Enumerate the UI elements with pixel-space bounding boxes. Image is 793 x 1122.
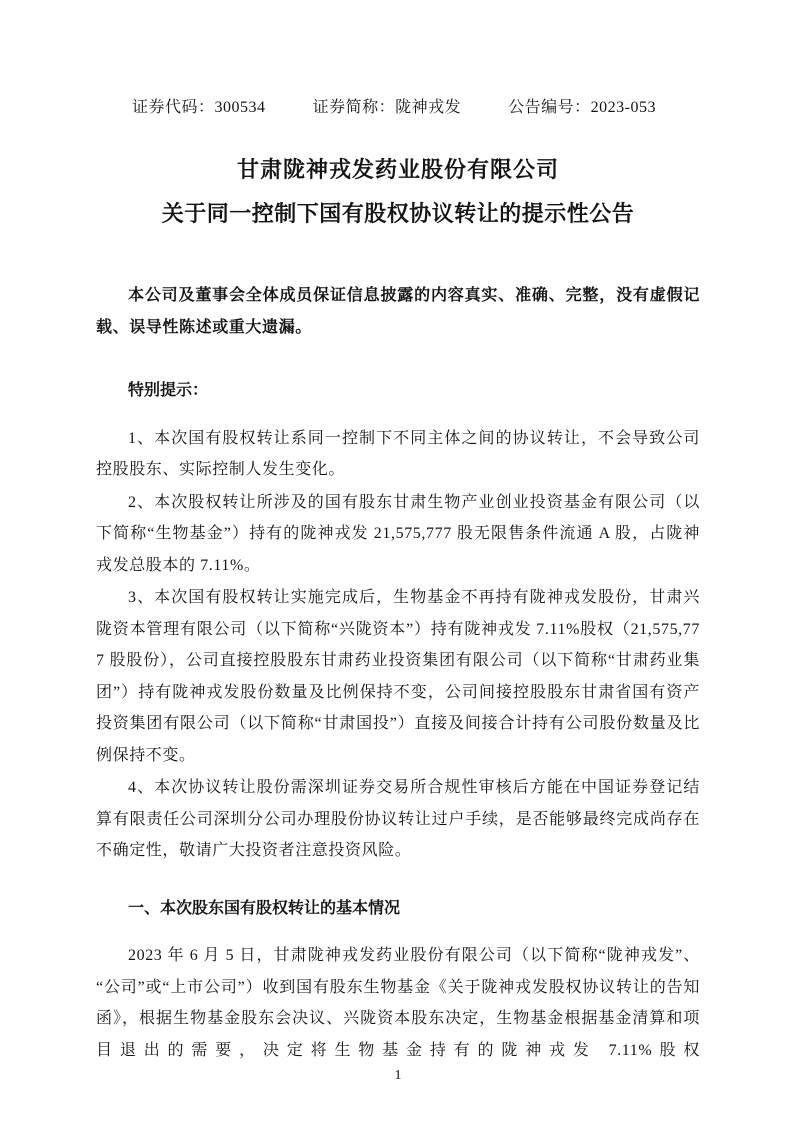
announcement-number xyxy=(508,98,656,118)
special-notice-item-3: 3、本次国有股权转让实施完成后，生物基金不再持有陇神戎发股份，甘肃兴陇资本管理有限公司（以下简称“兴陇资本”）持有陇神戎发 7.11%股权（21,575,777 股股份），公司直接控股股东甘肃药业投资集团有限公司（以下简称“甘肃药业集团”）持有陇神戎发股份数量及比例保持不变，公司间接控股股东甘肃省国有资产投资集团有限公司（以下简称“甘肃国投”）直接及间接合计持有公司股份数量及比例保持不变。 xyxy=(96,589,700,764)
special-notice-item-1: 1、本次国有股权转让系同一控制下不同主体之间的协议转让，不会导致公司控股股东、实际控制人发生变化。 xyxy=(96,429,700,478)
special-notice-item-4: 4、本次协议转让股份需深圳证券交易所合规性审核后方能在中国证券登记结算有限责任公司深圳分公司办理股份协议转让过户手续，是否能够最终完成尚存在不确定性，敬请广大投资者注意投资风险。 xyxy=(96,779,700,859)
section-1-paragraph: 2023 年 6 月 5 日，甘肃陇神戎发药业股份有限公司（以下简称“陇神戎发”、“公司”或“上市公司”）收到国有股东生物基金《关于陇神戎发股权协议转让的告知函》，根据生物基金股东会决议、兴陇资本股东决定，生物基金根据基金清算和项目退出的需要，决定将生物基金持有的陇神戎发 7.11%股权 xyxy=(96,947,700,1059)
title-block xyxy=(96,154,700,230)
company-name-title: 甘肃陇神戎发药业股份有限公司 xyxy=(236,157,559,182)
stock-code-value: 300534 xyxy=(214,99,266,116)
stock-short-name-label: 证券简称： xyxy=(312,99,396,116)
special-notice-item-2: 2、本次股权转让所涉及的国有股东甘肃生物产业创业投资基金有限公司（以下简称“生物基金”）持有的陇神戎发 21,575,777 股无限售条件流通 A 股，占陇神戎发总股本的 7.11%。 xyxy=(96,493,700,574)
announcement-number-label: 公告编号： xyxy=(508,99,591,116)
stock-short-name-value: 陇神戎发 xyxy=(395,99,462,116)
announcement-number-value: 2023-053 xyxy=(590,99,656,116)
announcement-title: 关于同一控制下国有股权协议转让的提示性公告 xyxy=(161,201,635,226)
stock-code xyxy=(132,98,266,118)
stock-short-name xyxy=(313,98,462,118)
board-statement: 本公司及董事会全体成员保证信息披露的内容真实、准确、完整，没有虚假记载、误导性陈述或重大遗漏。 xyxy=(96,287,700,336)
section-1-heading: 一、本次股东国有股权转让的基本情况 xyxy=(128,899,401,917)
doc-header xyxy=(132,98,656,118)
stock-code-label: 证券代码： xyxy=(132,99,215,116)
special-notice-heading: 特别提示： xyxy=(128,382,209,399)
page-number: 1 xyxy=(394,1068,402,1083)
